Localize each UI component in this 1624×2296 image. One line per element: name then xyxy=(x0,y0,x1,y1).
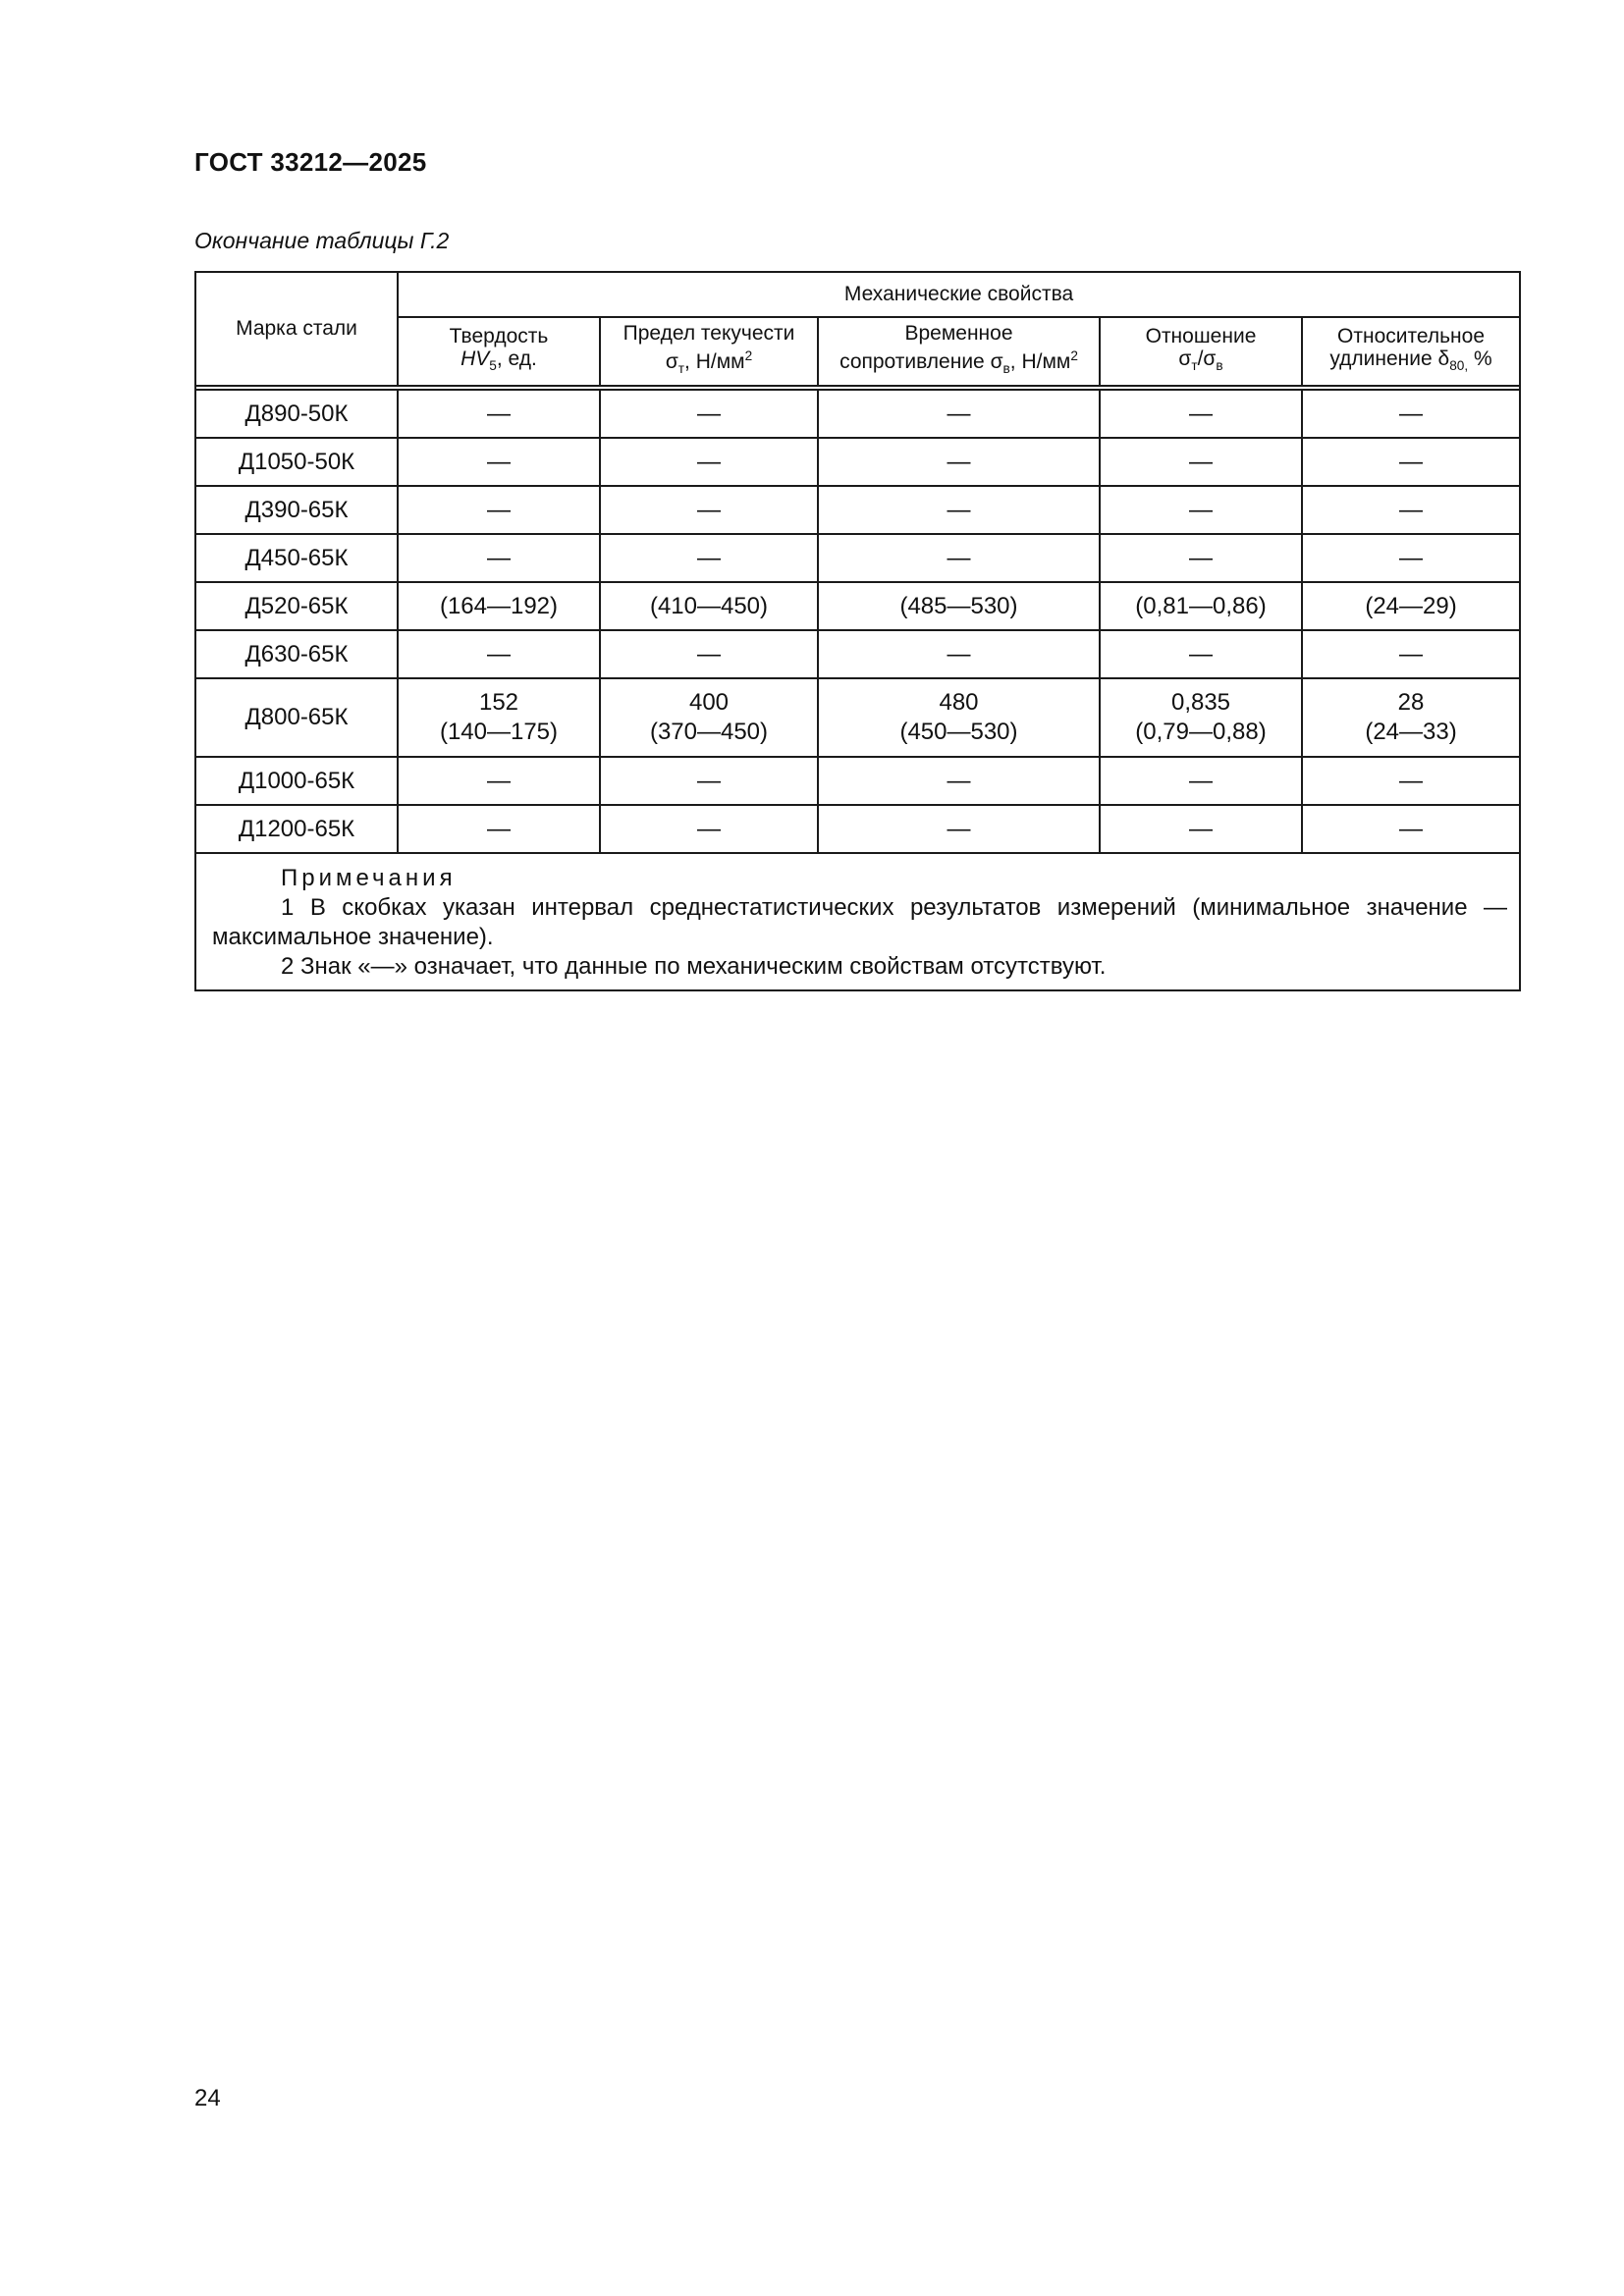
cell-tensile: — xyxy=(818,486,1100,534)
cell-elongation: — xyxy=(1302,630,1520,678)
table-row xyxy=(195,805,1520,853)
cell-hardness: — xyxy=(398,438,600,486)
note-1: 1 В скобках указан интервал среднестатистических результатов измерений (минимальное значение — максимальное значение). xyxy=(212,894,1508,950)
cell-tensile: — xyxy=(818,534,1100,582)
cell-ratio: — xyxy=(1100,486,1302,534)
cell-elongation: 28 (24—33) xyxy=(1302,678,1520,757)
mechanical-properties-table xyxy=(194,271,1521,991)
cell-hardness: — xyxy=(398,630,600,678)
cell-tensile: (485—530) xyxy=(818,582,1100,630)
table-row xyxy=(195,582,1520,630)
cell-tensile: — xyxy=(818,390,1100,438)
cell-yield: — xyxy=(600,630,818,678)
document-header: ГОСТ 33212—2025 xyxy=(194,147,427,177)
cell-grade: Д450-65К xyxy=(195,534,398,582)
cell-elongation: (24—29) xyxy=(1302,582,1520,630)
cell-yield: — xyxy=(600,390,818,438)
table-row xyxy=(195,757,1520,805)
table-row xyxy=(195,630,1520,678)
cell-grade: Д630-65К xyxy=(195,630,398,678)
cell-ratio: 0,835 (0,79—0,88) xyxy=(1100,678,1302,757)
table-row xyxy=(195,438,1520,486)
cell-elongation: — xyxy=(1302,805,1520,853)
header-hardness: Твердость $HV_5$, ед. xyxy=(398,317,600,386)
cell-hardness: — xyxy=(398,390,600,438)
cell-yield: — xyxy=(600,805,818,853)
cell-ratio: — xyxy=(1100,630,1302,678)
header-mechanical-properties: Механические свойства xyxy=(398,272,1520,317)
cell-tensile: — xyxy=(818,630,1100,678)
cell-ratio: — xyxy=(1100,805,1302,853)
cell-yield: — xyxy=(600,438,818,486)
header-elongation: Относительное удлинение $\delta_{80,}$ % xyxy=(1302,317,1520,386)
cell-grade: Д1050-50К xyxy=(195,438,398,486)
cell-hardness: 152 (140—175) xyxy=(398,678,600,757)
cell-hardness: — xyxy=(398,534,600,582)
cell-grade: Д890-50К xyxy=(195,390,398,438)
cell-grade: Д1200-65К xyxy=(195,805,398,853)
notes-title: Примечания xyxy=(281,865,457,891)
header-tensile-strength: Временное сопротивление $\sigma_в$, $Н/мм^2$ xyxy=(818,317,1100,386)
cell-ratio: — xyxy=(1100,438,1302,486)
cell-yield: — xyxy=(600,757,818,805)
cell-yield: — xyxy=(600,534,818,582)
cell-tensile: — xyxy=(818,438,1100,486)
cell-yield: 400 (370—450) xyxy=(600,678,818,757)
table-row xyxy=(195,534,1520,582)
header-ratio: Отношение $\sigma_т/\sigma_в$ xyxy=(1100,317,1302,386)
cell-tensile: 480 (450—530) xyxy=(818,678,1100,757)
table-row xyxy=(195,390,1520,438)
notes-row xyxy=(195,853,1520,990)
cell-grade: Д520-65К xyxy=(195,582,398,630)
cell-elongation: — xyxy=(1302,486,1520,534)
cell-elongation: — xyxy=(1302,438,1520,486)
header-yield-strength: Предел текучести $\sigma_т$, $Н/мм^2$ xyxy=(600,317,818,386)
cell-yield: — xyxy=(600,486,818,534)
cell-elongation: — xyxy=(1302,534,1520,582)
cell-tensile: — xyxy=(818,805,1100,853)
cell-grade: Д390-65К xyxy=(195,486,398,534)
page-number: 24 xyxy=(194,2085,221,2111)
cell-ratio: (0,81—0,86) xyxy=(1100,582,1302,630)
cell-elongation: — xyxy=(1302,390,1520,438)
header-steel-grade: Марка стали xyxy=(195,272,398,386)
cell-ratio: — xyxy=(1100,757,1302,805)
cell-ratio: — xyxy=(1100,534,1302,582)
cell-yield: (410—450) xyxy=(600,582,818,630)
note-2: 2 Знак «—» означает, что данные по механическим свойствам отсутствуют. xyxy=(281,953,1107,980)
cell-tensile: — xyxy=(818,757,1100,805)
table-caption: Окончание таблицы Г.2 xyxy=(194,228,450,253)
cell-hardness: (164—192) xyxy=(398,582,600,630)
cell-grade: Д1000-65К xyxy=(195,757,398,805)
cell-ratio: — xyxy=(1100,390,1302,438)
cell-grade: Д800-65К xyxy=(195,678,398,757)
table-row xyxy=(195,678,1520,757)
cell-elongation: — xyxy=(1302,757,1520,805)
cell-hardness: — xyxy=(398,805,600,853)
table-notes xyxy=(195,853,1520,990)
table-row xyxy=(195,486,1520,534)
cell-hardness: — xyxy=(398,486,600,534)
cell-hardness: — xyxy=(398,757,600,805)
